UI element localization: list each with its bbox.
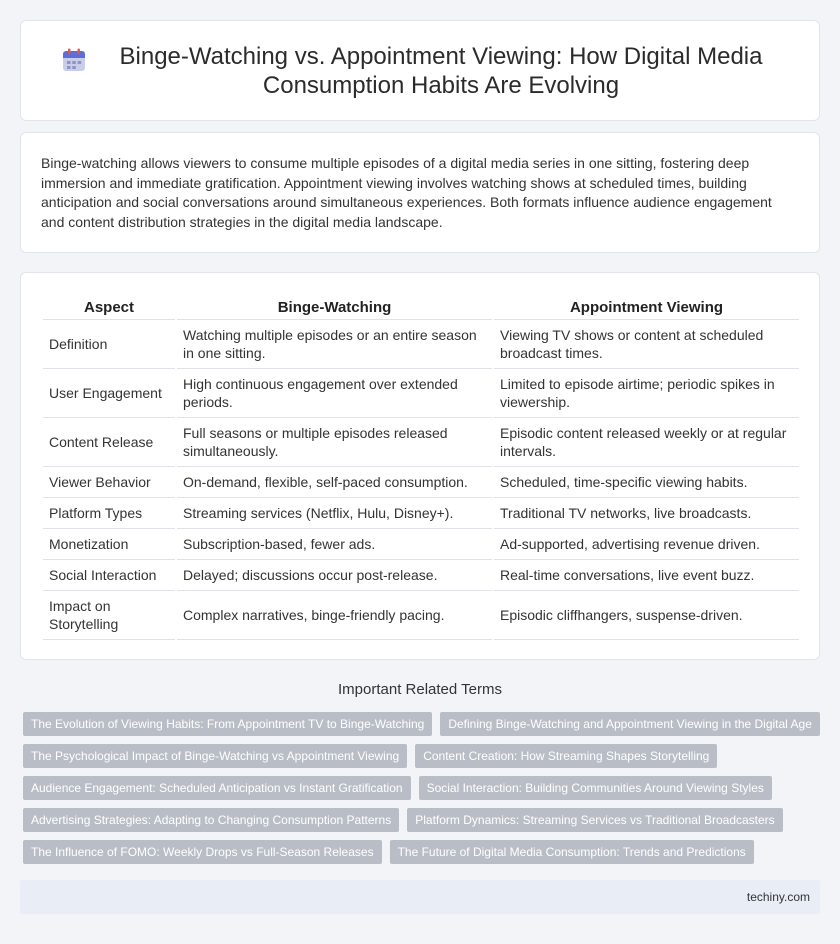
related-terms-heading: Important Related Terms xyxy=(338,681,502,698)
binge-cell: Subscription-based, fewer ads. xyxy=(177,529,492,560)
related-term-link[interactable]: The Psychological Impact of Binge-Watching vs Appointment Viewing xyxy=(23,744,407,768)
binge-cell: Watching multiple episodes or an entire season in one sitting. xyxy=(177,320,492,369)
table-row xyxy=(43,560,799,591)
binge-cell: Full seasons or multiple episodes released simultaneously. xyxy=(177,418,492,467)
appointment-cell: Limited to episode airtime; periodic spikes in viewership. xyxy=(494,369,799,418)
table-row xyxy=(43,320,799,369)
binge-cell: Complex narratives, binge-friendly pacing. xyxy=(177,591,492,640)
comparison-table xyxy=(41,293,801,640)
tag-row xyxy=(23,744,823,768)
binge-cell: Delayed; discussions occur post-release. xyxy=(177,560,492,591)
tag-row xyxy=(23,776,823,800)
appointment-cell: Episodic content released weekly or at regular intervals. xyxy=(494,418,799,467)
aspect-cell: Definition xyxy=(43,320,175,369)
intro-text: Binge-watching allows viewers to consume multiple episodes of a digital media series in one sitting, fostering deep immersion and immediate gratification. Appointment viewing involves watching shows at scheduled times, building anticipation and social conversations around simultaneous experiences. Both formats influence audience engagement and content distribution strategies in the digital media landscape. xyxy=(41,155,772,230)
table-header-row xyxy=(43,293,799,320)
related-term-link[interactable]: The Influence of FOMO: Weekly Drops vs Full-Season Releases xyxy=(23,840,382,864)
appointment-cell: Ad-supported, advertising revenue driven. xyxy=(494,529,799,560)
aspect-cell: Platform Types xyxy=(43,498,175,529)
tag-row xyxy=(23,840,823,864)
header-aspect: Aspect xyxy=(43,293,175,320)
calendar-icon xyxy=(61,47,87,73)
appointment-cell: Viewing TV shows or content at scheduled broadcast times. xyxy=(494,320,799,369)
tag-row xyxy=(23,808,823,832)
binge-cell: Streaming services (Netflix, Hulu, Disney+). xyxy=(177,498,492,529)
table-row xyxy=(43,498,799,529)
footer-site-link[interactable]: techiny.com xyxy=(746,890,810,904)
aspect-cell: Monetization xyxy=(43,529,175,560)
related-term-link[interactable]: Defining Binge-Watching and Appointment Viewing in the Digital Age xyxy=(440,712,820,736)
related-term-link[interactable]: Advertising Strategies: Adapting to Changing Consumption Patterns xyxy=(23,808,399,832)
aspect-cell: Impact on Storytelling xyxy=(43,591,175,640)
tag-row xyxy=(23,712,823,736)
related-term-link[interactable]: Audience Engagement: Scheduled Anticipation vs Instant Gratification xyxy=(23,776,411,800)
aspect-cell: User Engagement xyxy=(43,369,175,418)
footer xyxy=(20,880,820,914)
appointment-cell: Scheduled, time-specific viewing habits. xyxy=(494,467,799,498)
appointment-cell: Episodic cliffhangers, suspense-driven. xyxy=(494,591,799,640)
aspect-cell: Social Interaction xyxy=(43,560,175,591)
table-row xyxy=(43,591,799,640)
binge-cell: On-demand, flexible, self-paced consumption. xyxy=(177,467,492,498)
table-row xyxy=(43,369,799,418)
table-row xyxy=(43,418,799,467)
comparison-card xyxy=(20,272,820,660)
related-term-link[interactable]: Platform Dynamics: Streaming Services vs Traditional Broadcasters xyxy=(407,808,782,832)
binge-cell: High continuous engagement over extended periods. xyxy=(177,369,492,418)
appointment-cell: Real-time conversations, live event buzz. xyxy=(494,560,799,591)
related-term-link[interactable]: The Future of Digital Media Consumption: Trends and Predictions xyxy=(390,840,754,864)
table-row xyxy=(43,529,799,560)
appointment-cell: Traditional TV networks, live broadcasts. xyxy=(494,498,799,529)
aspect-cell: Content Release xyxy=(43,418,175,467)
table-row xyxy=(43,467,799,498)
header-card xyxy=(20,20,820,121)
header-binge-watching: Binge-Watching xyxy=(177,293,492,320)
related-term-link[interactable]: Content Creation: How Streaming Shapes Storytelling xyxy=(415,744,717,768)
related-term-link[interactable]: Social Interaction: Building Communities Around Viewing Styles xyxy=(419,776,772,800)
related-term-link[interactable]: The Evolution of Viewing Habits: From Appointment TV to Binge-Watching xyxy=(23,712,432,736)
page-title: Binge-Watching vs. Appointment Viewing: How Digital Media Consumption Habits Are Evolving xyxy=(119,42,763,99)
title-wrap xyxy=(61,42,779,100)
aspect-cell: Viewer Behavior xyxy=(43,467,175,498)
header-appointment-viewing: Appointment Viewing xyxy=(494,293,799,320)
intro-card xyxy=(20,132,820,253)
related-terms-list xyxy=(23,712,823,872)
